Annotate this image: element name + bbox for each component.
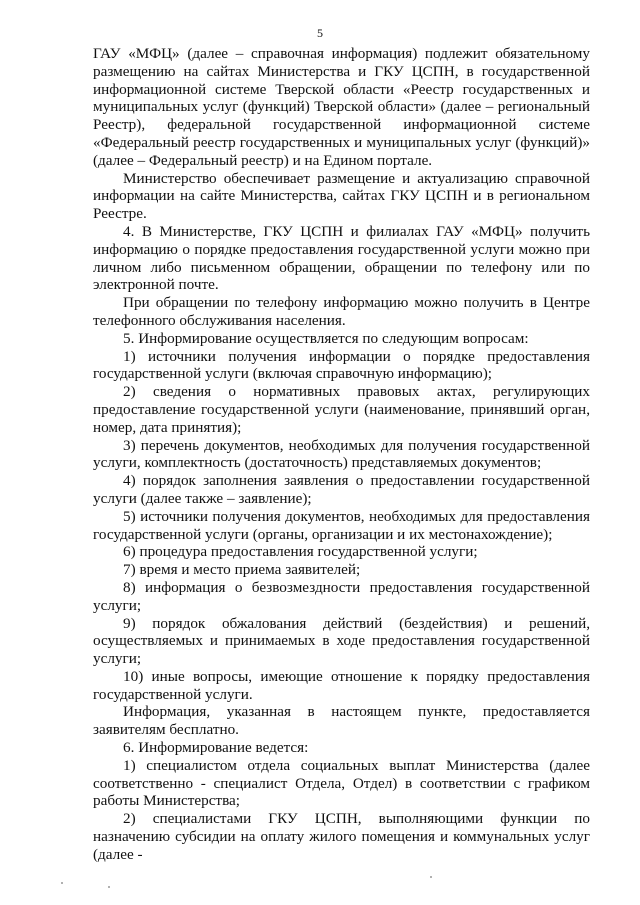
list-item-4: 4) порядок заполнения заявления о предоставлении государственной услуги (далее также – заявление); [93,472,590,507]
list-item-6-1: 1) специалистом отдела социальных выплат Министерства (далее соответственно - специалист Отдела, Отдел) в соответствии с графиком работы Министерства; [93,756,590,810]
scan-speck [430,876,432,878]
list-item-2: 2) сведения о нормативных правовых актах, регулирующих предоставление государственной услуги (наименование, принявший орган, номер, дата принятия); [93,383,590,436]
paragraph-3: 4. В Министерстве, ГКУ ЦСПН и филиалах ГАУ «МФЦ» получить информацию о порядке предоставления государственной услуги можно при личном либо письменном обращении, обращении по телефону или по электронной почте. [93,222,590,294]
list-item-6-2: 2) специалистами ГКУ ЦСПН, выполняющими функции по назначению субсидии на оплату жилого помещения и коммунальных услуг (далее - [93,810,590,863]
paragraph-1: ГАУ «МФЦ» (далее – справочная информация) подлежит обязательному размещению на сайтах Министерства и ГКУ ЦСПН, в государственной информационной системе Тверской области «Реестр государственных и муниципальных услуг (функций) Тверской области» (далее – региональный Реестр), федеральной государственной информационной системе «Федеральный реестр государственных и муниципальных услуг (функций)» (далее – Федеральный реестр) и на Едином портале. [93,45,590,169]
page-number: 5 [317,26,323,40]
list-item-10: 10) иные вопросы, имеющие отношение к порядку предоставления государственной услуги. [93,667,590,703]
scan-speck [61,882,63,884]
list-item-1: 1) источники получения информации о порядке предоставления государственной услуги (включая справочную информацию); [93,347,590,383]
paragraph-6: 6. Информирование ведется: [123,739,309,757]
paragraph-2: Министерство обеспечивает размещение и актуализацию справочной информации на сайте Министерства, сайтах ГКУ ЦСПН и в региональном Реестре. [93,169,590,223]
scan-speck [108,886,110,888]
list-item-6: 6) процедура предоставления государственной услуги; [123,543,478,561]
list-item-9: 9) порядок обжалования действий (бездействия) и решений, осуществляемых и принимаемых в ходе предоставления государственной услуги; [93,614,590,668]
paragraph-5: 5. Информирование осуществляется по следующим вопросам: [123,329,529,347]
paragraph-4: При обращении по телефону информацию можно получить в Центре телефонного обслуживания населения. [93,294,590,329]
document-body [93,45,590,864]
paragraph-free-info: Информация, указанная в настоящем пункте, предоставляется заявителям бесплатно. [93,703,590,739]
list-item-3: 3) перечень документов, необходимых для получения государственной услуги, комплектность (достаточность) представляемых документов; [93,436,590,472]
list-item-7: 7) время и место приема заявителей; [123,561,361,579]
list-item-5: 5) источники получения документов, необходимых для предоставления государственной услуги (органы, организации и их местонахождение); [93,507,590,543]
list-item-8: 8) информация о безвозмездности предоставления государственной услуги; [93,578,590,614]
